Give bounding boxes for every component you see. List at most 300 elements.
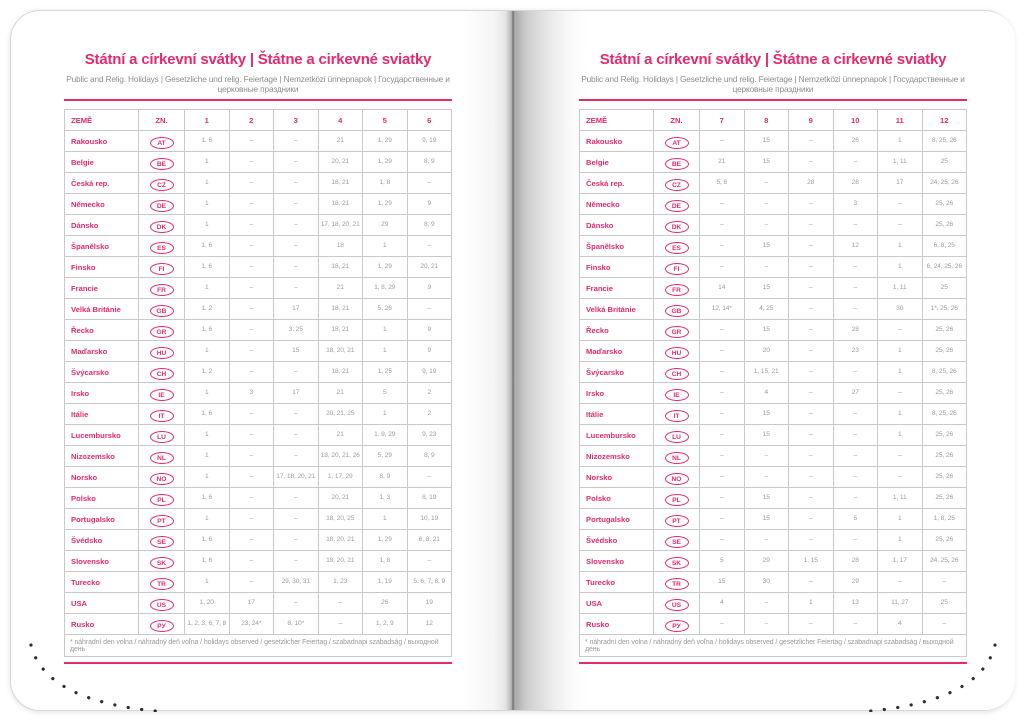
table-row [65, 551, 452, 572]
month-cell: 1, 17, 29 [318, 467, 363, 488]
month-cell: 1, 6 [185, 551, 230, 572]
month-cell: 25, 26 [922, 383, 967, 404]
country-code-cell [139, 593, 185, 614]
country-name: Velká Británie [580, 299, 654, 320]
month-cell: – [833, 362, 878, 383]
month-cell: 25, 26 [922, 446, 967, 467]
month-cell: 12, 14* [700, 299, 745, 320]
country-name: Belgie [65, 152, 139, 173]
country-name: Německo [580, 194, 654, 215]
month-cell: 8, 25, 26 [922, 131, 967, 152]
month-cell: 1, 11 [878, 488, 923, 509]
country-code-cell [139, 362, 185, 383]
table-row [580, 572, 967, 593]
country-name: Francie [65, 278, 139, 299]
left-page-content [64, 11, 452, 664]
month-cell: – [789, 404, 834, 425]
month-cell: – [878, 194, 923, 215]
country-code-badge: SE [150, 536, 174, 548]
month-cell: 9, 23 [407, 425, 452, 446]
table-body [65, 131, 452, 657]
country-name: Švýcarsko [580, 362, 654, 383]
country-name: Polsko [65, 488, 139, 509]
country-name: Nizozemsko [65, 446, 139, 467]
table-row [65, 572, 452, 593]
month-cell: 1 [185, 446, 230, 467]
month-cell: 17 [878, 173, 923, 194]
month-cell: 9 [407, 341, 452, 362]
month-cell: 1 [185, 215, 230, 236]
month-cell: – [922, 572, 967, 593]
month-cell: 18, 21 [318, 362, 363, 383]
month-cell: 8, 9 [363, 467, 408, 488]
month-cell: 21 [318, 131, 363, 152]
country-code-cell [139, 299, 185, 320]
country-code-cell [139, 614, 185, 635]
month-cell: 1, 6 [185, 236, 230, 257]
month-cell: – [700, 194, 745, 215]
holidays-table-jan-jun [64, 109, 452, 657]
table-row [65, 425, 452, 446]
country-name: Rakousko [65, 131, 139, 152]
month-cell: 9, 19 [407, 362, 452, 383]
country-code-cell [654, 236, 700, 257]
country-name: Maďarsko [65, 341, 139, 362]
month-cell: 5 [833, 509, 878, 530]
month-cell: – [833, 467, 878, 488]
country-code-cell [654, 257, 700, 278]
month-cell: 5 [700, 551, 745, 572]
month-cell: 1, 8, 25 [922, 509, 967, 530]
month-cell: – [229, 278, 274, 299]
country-name: Turecko [580, 572, 654, 593]
month-cell: 1, 8 [363, 551, 408, 572]
month-cell: 1 [878, 341, 923, 362]
month-cell: 8, 19 [407, 488, 452, 509]
month-cell: – [744, 446, 789, 467]
month-cell: – [878, 446, 923, 467]
month-cell: – [229, 425, 274, 446]
month-cell: 1, 29 [363, 194, 408, 215]
table-row [580, 509, 967, 530]
country-code-badge: GR [150, 326, 174, 338]
table-row [580, 593, 967, 614]
month-cell: 8, 25, 26 [922, 362, 967, 383]
month-cell: – [789, 236, 834, 257]
country-code-cell [139, 425, 185, 446]
month-cell: 1 [878, 404, 923, 425]
table-row [580, 236, 967, 257]
country-code-badge: HU [665, 347, 689, 359]
month-cell: 18, 21 [318, 173, 363, 194]
country-code-cell [139, 278, 185, 299]
month-cell: 26 [833, 131, 878, 152]
table-row [65, 362, 452, 383]
country-code-badge: GR [665, 326, 689, 338]
month-cell: – [274, 152, 319, 173]
month-cell: 1 [185, 194, 230, 215]
month-cell: 21 [318, 425, 363, 446]
country-name: Dánsko [65, 215, 139, 236]
country-code-badge: CZ [665, 179, 689, 191]
table-row [65, 152, 452, 173]
month-cell: 20, 21 [407, 257, 452, 278]
month-cell: 1 [185, 425, 230, 446]
month-cell: – [407, 551, 452, 572]
column-header: 4 [318, 110, 363, 131]
month-cell: 1 [878, 509, 923, 530]
country-code-cell [654, 173, 700, 194]
country-code-badge: TR [150, 578, 174, 590]
month-cell: 6, 8, 25 [922, 236, 967, 257]
month-cell: – [274, 194, 319, 215]
month-cell: – [229, 488, 274, 509]
country-code-cell [654, 551, 700, 572]
country-name: Lucembursko [580, 425, 654, 446]
month-cell: 1, 2, 3, 6, 7, 8 [185, 614, 230, 635]
table-row [65, 446, 452, 467]
month-cell: 9 [407, 194, 452, 215]
country-code-badge: US [150, 599, 174, 611]
month-cell: 29 [833, 572, 878, 593]
country-name: Maďarsko [580, 341, 654, 362]
table-row [65, 593, 452, 614]
month-cell: 15 [744, 425, 789, 446]
month-cell: – [833, 488, 878, 509]
month-cell: 1 [878, 362, 923, 383]
column-header: 3 [274, 110, 319, 131]
month-cell: 29 [744, 551, 789, 572]
country-code-cell [654, 299, 700, 320]
table-row [65, 299, 452, 320]
month-cell: – [700, 320, 745, 341]
country-code-badge: TR [665, 578, 689, 590]
table-head [65, 110, 452, 131]
month-cell: 25 [922, 152, 967, 173]
country-code-cell [139, 131, 185, 152]
month-cell: 1, 19 [363, 572, 408, 593]
month-cell: 1, 11 [878, 152, 923, 173]
month-cell: 4, 25 [744, 299, 789, 320]
month-cell: 1 [363, 509, 408, 530]
month-cell: 1 [363, 341, 408, 362]
month-cell: 5, 6 [700, 173, 745, 194]
month-cell: 1 [185, 173, 230, 194]
month-cell: 1, 15 [789, 551, 834, 572]
country-code-badge: NL [665, 452, 689, 464]
month-cell: – [833, 614, 878, 635]
month-cell: – [229, 551, 274, 572]
table-row [580, 341, 967, 362]
month-cell: 1 [878, 257, 923, 278]
month-cell: 1, 20 [185, 593, 230, 614]
month-cell: – [700, 362, 745, 383]
month-cell: – [274, 362, 319, 383]
month-cell: 13 [833, 593, 878, 614]
month-cell: – [274, 278, 319, 299]
month-cell: 3 [229, 383, 274, 404]
month-cell: 17 [274, 383, 319, 404]
month-cell: 20, 21 [318, 488, 363, 509]
month-cell: – [700, 446, 745, 467]
country-code-cell [139, 572, 185, 593]
country-name: Belgie [580, 152, 654, 173]
month-cell: 1 [878, 236, 923, 257]
month-cell: – [229, 173, 274, 194]
month-cell: 25 [922, 278, 967, 299]
country-code-cell [654, 614, 700, 635]
country-code-cell [654, 488, 700, 509]
month-cell: 1, 23 [318, 572, 363, 593]
month-cell: – [700, 509, 745, 530]
country-code-cell [654, 194, 700, 215]
month-cell: – [789, 278, 834, 299]
month-cell: 6, 24, 25, 26 [922, 257, 967, 278]
month-cell: 9 [407, 320, 452, 341]
country-code-badge: NO [150, 473, 174, 485]
month-cell: – [789, 614, 834, 635]
month-cell: 15 [744, 152, 789, 173]
month-cell: – [229, 404, 274, 425]
month-cell: – [789, 341, 834, 362]
month-cell: – [700, 257, 745, 278]
month-cell: 4 [700, 593, 745, 614]
month-cell: – [789, 530, 834, 551]
month-cell: 24, 25, 26 [922, 551, 967, 572]
country-name: Španělsko [65, 236, 139, 257]
month-cell: – [789, 215, 834, 236]
table-row [65, 236, 452, 257]
country-code-badge: CH [150, 368, 174, 380]
country-name: Portugalsko [65, 509, 139, 530]
country-code-cell [139, 257, 185, 278]
country-code-badge: FI [150, 263, 174, 275]
table-row [580, 530, 967, 551]
month-cell: 18, 20, 25 [318, 509, 363, 530]
table-row [580, 152, 967, 173]
month-cell: 9, 19 [407, 131, 452, 152]
country-code-cell [139, 551, 185, 572]
country-code-cell [139, 467, 185, 488]
month-cell: 15 [744, 320, 789, 341]
month-cell: 18, 21 [318, 257, 363, 278]
month-cell: – [229, 152, 274, 173]
month-cell: – [789, 383, 834, 404]
country-code-badge: DE [150, 200, 174, 212]
country-code-badge: BE [665, 158, 689, 170]
country-name: Portugalsko [580, 509, 654, 530]
holidays-table-jul-dec [579, 109, 967, 657]
month-cell: 28 [833, 320, 878, 341]
table-row [65, 614, 452, 635]
table-body [580, 131, 967, 657]
month-cell: – [789, 299, 834, 320]
country-name: USA [580, 593, 654, 614]
country-name: Rusko [580, 614, 654, 635]
month-cell: 1, 29 [363, 152, 408, 173]
country-name: Finsko [580, 257, 654, 278]
month-cell: 12 [407, 614, 452, 635]
country-code-cell [654, 152, 700, 173]
table-row [580, 488, 967, 509]
month-cell: 1 [185, 152, 230, 173]
month-cell: – [229, 236, 274, 257]
month-cell: 17 [229, 593, 274, 614]
country-name: Slovensko [580, 551, 654, 572]
month-cell: – [229, 509, 274, 530]
country-code-badge: IT [665, 410, 689, 422]
country-code-badge: PT [665, 515, 689, 527]
month-cell: – [878, 467, 923, 488]
table-row [65, 467, 452, 488]
column-header: ZEMĚ [65, 110, 139, 131]
month-cell: 24, 25, 26 [922, 173, 967, 194]
month-cell: 5, 6, 7, 8, 9 [407, 572, 452, 593]
month-cell: 1 [878, 530, 923, 551]
month-cell: 30 [878, 299, 923, 320]
country-code-badge: SK [150, 557, 174, 569]
month-cell: – [700, 341, 745, 362]
month-cell: 2 [407, 383, 452, 404]
month-cell: – [744, 257, 789, 278]
table-row [580, 215, 967, 236]
country-name: Německo [65, 194, 139, 215]
right-page-content [579, 11, 967, 664]
month-cell: – [789, 194, 834, 215]
month-cell: 1, 8 [363, 173, 408, 194]
country-code-badge: SE [665, 536, 689, 548]
month-cell: 25, 26 [922, 530, 967, 551]
month-cell: – [789, 467, 834, 488]
table-row [580, 614, 967, 635]
country-code-cell [654, 131, 700, 152]
country-code-badge: NL [150, 452, 174, 464]
country-code-cell [139, 530, 185, 551]
country-code-badge: IE [150, 389, 174, 401]
country-name: Norsko [580, 467, 654, 488]
month-cell: – [274, 173, 319, 194]
month-cell: 1, 29 [363, 131, 408, 152]
accent-rule [579, 662, 967, 664]
month-cell: 26 [363, 593, 408, 614]
month-cell: 15 [744, 131, 789, 152]
month-cell: – [229, 257, 274, 278]
month-cell: – [922, 614, 967, 635]
country-code-badge: PT [150, 515, 174, 527]
month-cell: – [700, 425, 745, 446]
month-cell: 25, 26 [922, 467, 967, 488]
country-name: Švédsko [65, 530, 139, 551]
table-row [65, 278, 452, 299]
month-cell: – [789, 257, 834, 278]
footnote: * náhradní den volna / náhradný deň voľna / holidays observed / gesetzlicher Feiertag / szabadnapi szabadság / выходной день [580, 635, 967, 657]
country-code-badge: ES [150, 242, 174, 254]
month-cell: 1, 3 [363, 488, 408, 509]
country-code-badge: IE [665, 389, 689, 401]
month-cell: – [744, 467, 789, 488]
column-header: 6 [407, 110, 452, 131]
month-cell: – [274, 593, 319, 614]
column-header: 8 [744, 110, 789, 131]
month-cell: 1, 9, 29 [363, 425, 408, 446]
month-cell: 20 [744, 341, 789, 362]
month-cell: 20, 21 [318, 152, 363, 173]
country-name: Švýcarsko [65, 362, 139, 383]
country-code-badge: AT [665, 137, 689, 149]
country-code-badge: FR [665, 284, 689, 296]
month-cell: 1, 29 [363, 257, 408, 278]
country-code-badge: PL [665, 494, 689, 506]
column-header: 1 [185, 110, 230, 131]
month-cell: – [407, 173, 452, 194]
country-name: Slovensko [65, 551, 139, 572]
country-code-badge: LU [665, 431, 689, 443]
country-code-badge: FR [150, 284, 174, 296]
month-cell: – [700, 530, 745, 551]
month-cell: 15 [744, 404, 789, 425]
month-cell: 21 [318, 383, 363, 404]
month-cell: 1 [363, 404, 408, 425]
month-cell: – [744, 194, 789, 215]
column-header: ZN. [139, 110, 185, 131]
month-cell: 1, 2 [185, 299, 230, 320]
country-code-badge: DK [150, 221, 174, 233]
month-cell: – [700, 215, 745, 236]
country-code-badge: РУ [665, 620, 689, 632]
table-row [65, 131, 452, 152]
month-cell: – [833, 404, 878, 425]
month-cell: – [833, 215, 878, 236]
month-cell: 8, 9 [407, 152, 452, 173]
column-header: 2 [229, 110, 274, 131]
table-row [65, 257, 452, 278]
month-cell: 18, 20, 21 [318, 551, 363, 572]
country-code-cell [654, 341, 700, 362]
month-cell: 30 [744, 572, 789, 593]
month-cell: – [229, 320, 274, 341]
month-cell: – [229, 341, 274, 362]
table-row [65, 488, 452, 509]
country-name: Česká rep. [65, 173, 139, 194]
month-cell: 17, 18, 20, 21 [318, 215, 363, 236]
month-cell: – [274, 509, 319, 530]
footnote-row [580, 635, 967, 657]
month-cell: 3 [833, 194, 878, 215]
month-cell: 2 [407, 404, 452, 425]
country-code-badge: FI [665, 263, 689, 275]
month-cell: – [274, 215, 319, 236]
month-cell: – [744, 530, 789, 551]
country-code-badge: DE [665, 200, 689, 212]
month-cell: 18, 21 [318, 320, 363, 341]
country-code-badge: CZ [150, 179, 174, 191]
month-cell: 15 [744, 236, 789, 257]
table-row [580, 446, 967, 467]
country-name: Irsko [65, 383, 139, 404]
month-cell: 1 [363, 236, 408, 257]
column-header: 12 [922, 110, 967, 131]
month-cell: 15 [744, 488, 789, 509]
month-cell: – [274, 404, 319, 425]
country-code-badge: GB [150, 305, 174, 317]
month-cell: 28 [833, 551, 878, 572]
table-row [580, 467, 967, 488]
country-name: Španělsko [580, 236, 654, 257]
country-name: Dánsko [580, 215, 654, 236]
month-cell: 18 [318, 236, 363, 257]
month-cell: 18, 21 [318, 299, 363, 320]
month-cell: – [878, 383, 923, 404]
